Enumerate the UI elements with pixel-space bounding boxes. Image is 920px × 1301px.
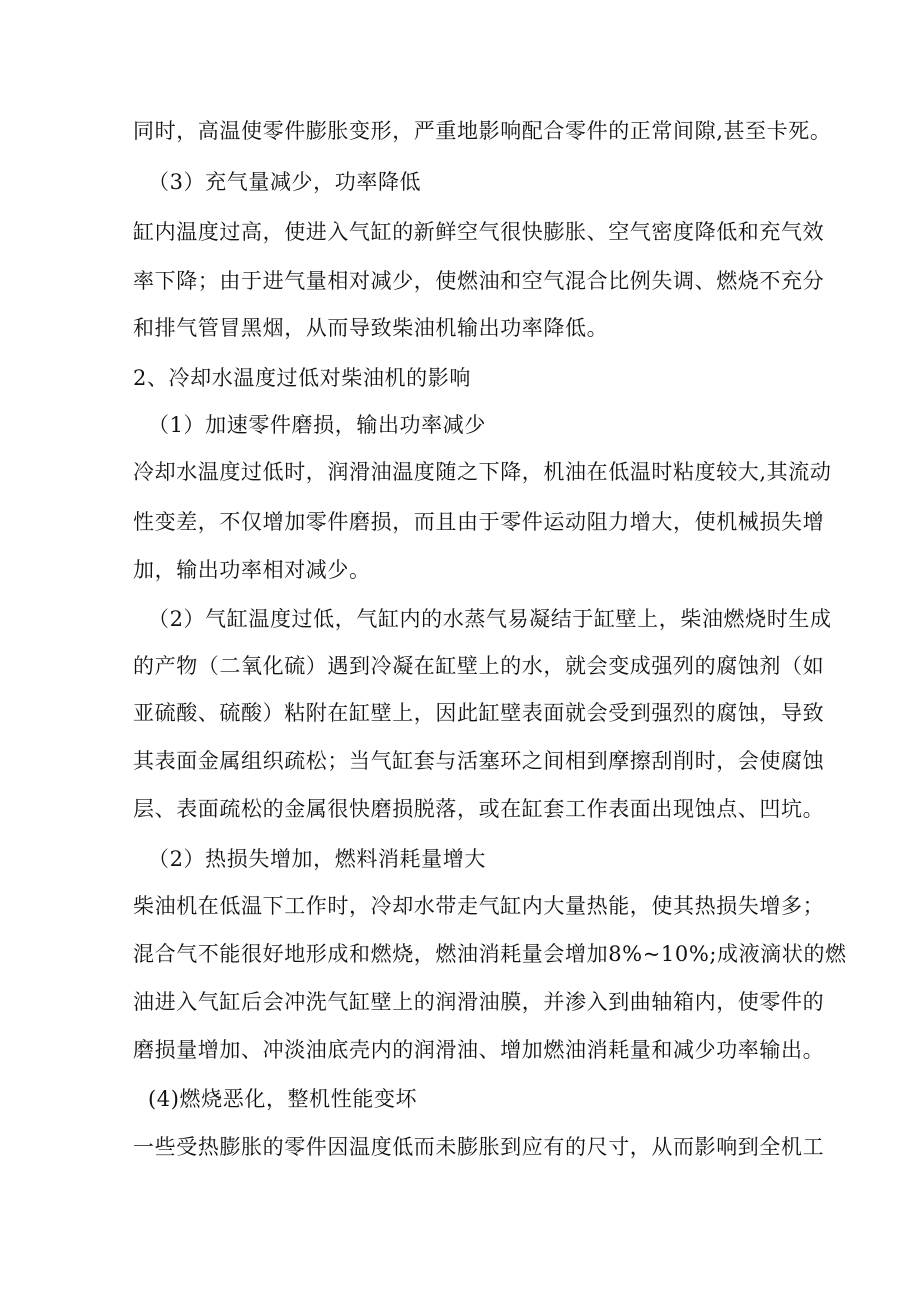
paragraph-line: 率下降；由于进气量相对减少，使燃油和空气混合比例失调、燃烧不充分 <box>133 269 825 293</box>
paragraph-line: 混合气不能很好地形成和燃烧，燃油消耗量会增加8%~10%;成液滴状的燃 <box>133 942 847 966</box>
subheading-3-charge-reduction: （3）充气量减少，功率降低 <box>148 170 422 194</box>
paragraph-line: 磨损量增加、冲淡油底壳内的润滑油、增加燃油消耗量和减少功率输出。 <box>133 1038 825 1062</box>
subheading-2-heat-loss: （2）热损失增加，燃料消耗量增大 <box>148 847 486 871</box>
paragraph-line: 冷却水温度过低时，润滑油温度随之下降，机油在低温时粘度较大,其流动 <box>133 460 832 484</box>
subheading-4-combustion: (4)燃烧恶化，整机性能变坏 <box>148 1087 418 1111</box>
paragraph-line: 同时，高温使零件膨胀变形，严重地影响配合零件的正常间隙,甚至卡死。 <box>133 119 832 143</box>
paragraph-line: 其表面金属组织疏松；当气缸套与活塞环之间相到摩擦刮削时，会使腐蚀 <box>133 749 825 773</box>
paragraph-line: 一些受热膨胀的零件因温度低而未膨胀到应有的尺寸，从而影响到全机工 <box>133 1135 825 1159</box>
paragraph-line: 的产物（二氧化硫）遇到冷凝在缸壁上的水，就会变成强列的腐蚀剂（如 <box>133 654 825 678</box>
paragraph-line: （2）气缸温度过低，气缸内的水蒸气易凝结于缸壁上，柴油燃烧时生成 <box>148 607 832 631</box>
paragraph-line: 和排气管冒黑烟，从而导致柴油机输出功率降低。 <box>133 316 609 340</box>
paragraph-line: 柴油机在低温下工作时，冷却水带走气缸内大量热能，使其热损失增多； <box>133 894 825 918</box>
subheading-1-wear: （1）加速零件磨损，输出功率减少 <box>148 413 486 437</box>
paragraph-line: 性变差，不仅增加零件磨损，而且由于零件运动阻力增大，使机械损失增 <box>133 510 825 534</box>
section-heading-2: 2、冷却水温度过低对柴油机的影响 <box>133 366 471 390</box>
paragraph-line: 加，输出功率相对减少。 <box>133 558 371 582</box>
paragraph-line: 油进入气缸后会冲洗气缸壁上的润滑油膜，并渗入到曲轴箱内，使零件的 <box>133 990 825 1014</box>
paragraph-line: 层、表面疏松的金属很快磨损脱落，或在缸套工作表面出现蚀点、凹坑。 <box>133 797 825 821</box>
paragraph-line: 亚硫酸、硫酸）粘附在缸壁上，因此缸壁表面就会受到强烈的腐蚀，导致 <box>133 701 825 725</box>
paragraph-line: 缸内温度过高，使进入气缸的新鲜空气很快膨胀、空气密度降低和充气效 <box>133 220 825 244</box>
